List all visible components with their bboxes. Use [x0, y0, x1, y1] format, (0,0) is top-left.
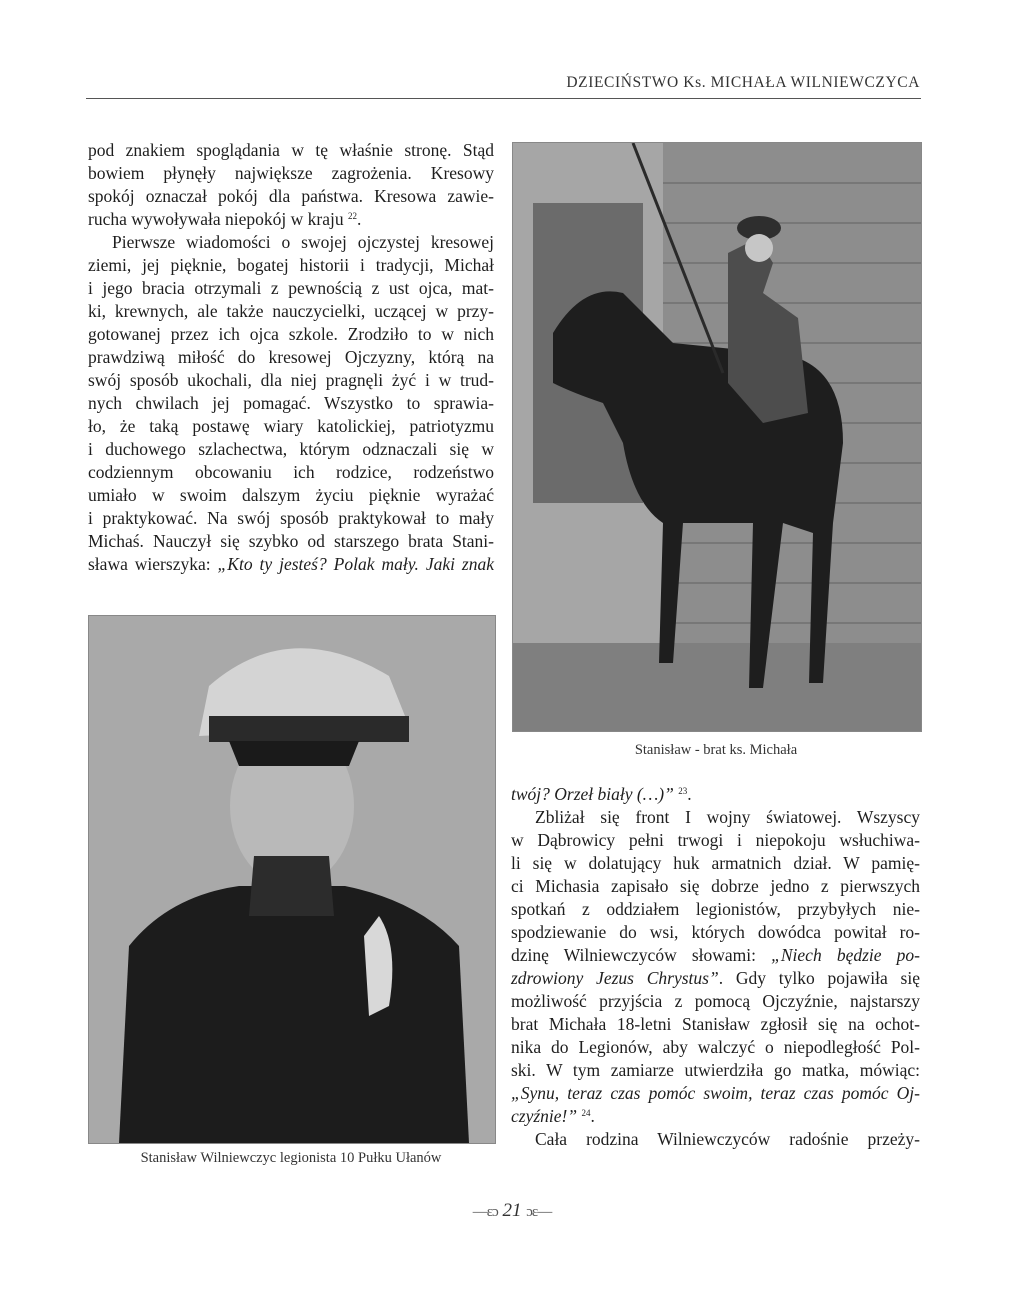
text-line: ci Michasia zapisało się dobrze jedno z pierwszych	[511, 876, 920, 896]
quote-fragment: „Niech będzie po-	[771, 945, 920, 965]
text-line: Michaś. Nauczył się szybko od starszego brata Stani-	[88, 531, 494, 551]
page-number: 21	[502, 1200, 522, 1221]
text-line	[511, 967, 920, 990]
page-number-footer	[0, 1200, 1024, 1222]
text-line: umiało w swoim dalszym życiu pięknie wyrażać	[88, 485, 494, 505]
quote-fragment: „Kto ty jesteś? Polak mały. Jaki znak	[217, 554, 494, 574]
left-column-text	[88, 139, 494, 576]
quote-continuation	[511, 783, 920, 806]
ornament-right: ɔɛ—	[526, 1204, 552, 1220]
text-line	[88, 553, 494, 576]
running-head: DZIECIŃSTWO Ks. MICHAŁA WILNIEWCZYCA	[566, 74, 920, 91]
paragraph-3	[511, 806, 920, 1128]
text-line	[511, 1082, 920, 1105]
quote-fragment: czyźnie!”	[511, 1106, 578, 1126]
text-line: w Dąbrowicy pełni trwogi i niepokoju wsłuchiwa-	[511, 830, 920, 850]
text-fragment: rucha wywoływała niepokój w kraju	[88, 209, 344, 229]
ornament-left: —ɛɔ	[472, 1204, 498, 1220]
text-line: ki, krewnych, ale także nauczycielki, uczącej w przy-	[88, 301, 494, 321]
text-line: pod znakiem spoglądania w tę właśnie stronę. Stąd	[88, 140, 494, 160]
text-line: możliwość przyjścia z pomocą Ojczyźnie, najstarszy	[511, 991, 920, 1011]
text-fragment: dzinę Wilniewczyców słowami:	[511, 945, 772, 965]
horseman-illustration	[513, 143, 921, 731]
text-line: ski. W tym zamiarze utwierdziła go matka, mówiąc:	[511, 1060, 920, 1080]
text-fragment: .	[590, 1106, 595, 1126]
quote-fragment: „Synu, teraz czas pomóc swoim, teraz czas pomóc Oj-	[511, 1083, 920, 1103]
text-line: bowiem płynęły największe zagrożenia. Kresowy	[88, 163, 494, 183]
text-line: spotkań z oddziałem legionistów, przybyłych nie-	[511, 899, 920, 919]
text-line: spodziewanie do wsi, których dowódca powitał ro-	[511, 922, 920, 942]
text-line: Pierwsze wiadomości o swojej ojczystej kresowej	[112, 232, 494, 252]
text-line: ło, że taką postawę wiary katolickiej, patriotyzmu	[88, 416, 494, 436]
quote-fragment: twój? Orzeł biały (…)”	[511, 784, 674, 804]
text-line: codziennym obcowaniu ich rodzice, rodzeństwo	[88, 462, 494, 482]
text-line: gotowanej przez ich ojca szkole. Zrodziło to w nich	[88, 324, 494, 344]
footnote-ref: 23	[678, 786, 688, 796]
text-line: i duchowego szlachectwa, którym odznaczali się w	[88, 439, 494, 459]
photo-horseman	[512, 142, 922, 732]
text-line: swój sposób ukochali, dla niej pragnęli żyć i w trud-	[88, 370, 494, 390]
photo-caption-portrait: Stanisław Wilniewczyc legionista 10 Pułku Ułanów	[140, 1150, 442, 1166]
photo-caption-horseman: Stanisław - brat ks. Michała	[634, 742, 798, 758]
right-column-text	[511, 783, 920, 1151]
header-rule	[86, 98, 921, 99]
quote-fragment: zdrowiony Jezus Chrystus”	[511, 968, 719, 988]
portrait-illustration	[89, 616, 495, 1143]
text-line: Zbliżał się front I wojny światowej. Wszyscy	[535, 807, 920, 827]
text-line: nych chwilach jej pomagać. Wszystko to sprawia-	[88, 393, 494, 413]
text-line: spokój oznaczał pokój dla państwa. Kresowa zawie-	[88, 186, 494, 206]
text-line: nika do Legionów, aby walczyć o niepodległość Pol-	[511, 1037, 920, 1057]
text-line	[511, 1105, 920, 1128]
footnote-ref: 24	[581, 1108, 591, 1118]
text-line: li się w dolatujący huk armatnich dział. W pamię-	[511, 853, 920, 873]
text-line	[88, 208, 494, 231]
paragraph-4	[511, 1128, 920, 1151]
paragraph-2	[88, 231, 494, 576]
text-line	[511, 783, 920, 806]
text-fragment: .	[687, 784, 692, 804]
paragraph-1	[88, 139, 494, 231]
text-line: Cała rodzina Wilniewczyców radośnie przeży-	[535, 1129, 920, 1149]
photo-portrait	[88, 615, 496, 1144]
text-line	[511, 944, 920, 967]
footnote-ref: 22	[348, 211, 357, 221]
text-line: i jego bracia otrzymali z pewnością z ust ojca, mat-	[88, 278, 494, 298]
text-fragment: sława wierszyka:	[88, 554, 218, 574]
text-line: prawdziwą miłość do kresowej Ojczyzny, którą na	[88, 347, 494, 367]
text-fragment: . Gdy tylko pojawiła się	[718, 968, 920, 988]
text-line: ziemi, jej pięknie, bogatej historii i tradycji, Michał	[88, 255, 494, 275]
text-line: i praktykować. Na swój sposób praktykował to mały	[88, 508, 494, 528]
text-line: brat Michała 18-letni Stanisław zgłosił się na ochot-	[511, 1014, 920, 1034]
text-fragment: .	[357, 209, 362, 229]
